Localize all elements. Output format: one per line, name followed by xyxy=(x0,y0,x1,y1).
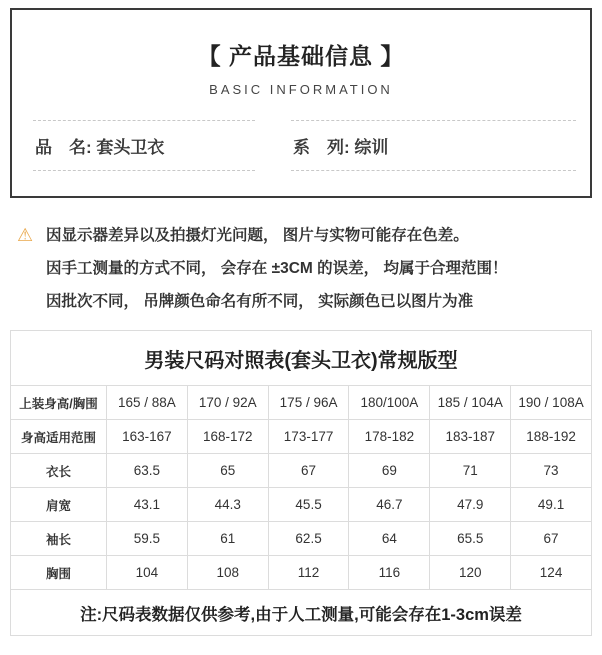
basic-info-box xyxy=(10,8,592,198)
table-row-chest xyxy=(11,556,592,590)
page-subtitle: BASIC INFORMATION xyxy=(209,82,393,97)
size-cell: 69 xyxy=(349,454,430,488)
row-label: 上装身高/胸围 xyxy=(11,386,107,420)
size-cell: 185 / 104A xyxy=(430,386,511,420)
page-title: 【 产品基础信息 】 xyxy=(197,43,405,69)
size-cell: 124 xyxy=(511,556,592,590)
size-cell: 163-167 xyxy=(107,420,188,454)
size-table-note: 注:尺码表数据仅供参考,由于人工测量,可能会存在1-3cm误差 xyxy=(11,590,592,636)
size-cell: 183-187 xyxy=(430,420,511,454)
table-row-height-range xyxy=(11,420,592,454)
size-cell: 180/100A xyxy=(349,386,430,420)
size-cell: 170 / 92A xyxy=(187,386,268,420)
size-cell: 168-172 xyxy=(187,420,268,454)
field-series-text: 系 列: 综训 xyxy=(293,138,389,157)
size-cell: 46.7 xyxy=(349,488,430,522)
field-series xyxy=(291,120,576,171)
size-cell: 188-192 xyxy=(511,420,592,454)
table-row-size-header xyxy=(11,386,592,420)
size-cell: 120 xyxy=(430,556,511,590)
row-label: 袖长 xyxy=(11,522,107,556)
notice-section xyxy=(17,219,592,318)
warning-triangle-icon: ⚠ xyxy=(17,225,34,245)
table-row-sleeve-length xyxy=(11,522,592,556)
field-row xyxy=(33,120,576,171)
size-table-title-row xyxy=(11,331,592,386)
size-cell: 112 xyxy=(268,556,349,590)
size-cell: 108 xyxy=(187,556,268,590)
size-table-note-row xyxy=(11,590,592,636)
size-cell: 67 xyxy=(268,454,349,488)
size-cell: 44.3 xyxy=(187,488,268,522)
size-cell: 65.5 xyxy=(430,522,511,556)
size-cell: 64 xyxy=(349,522,430,556)
size-cell: 178-182 xyxy=(349,420,430,454)
size-cell: 65 xyxy=(187,454,268,488)
size-cell: 45.5 xyxy=(268,488,349,522)
size-cell: 104 xyxy=(107,556,188,590)
notice-line-color-difference: 因显示器差异以及拍摄灯光问题， 图片与实物可能存在色差。 xyxy=(46,227,469,244)
size-cell: 61 xyxy=(187,522,268,556)
size-cell: 71 xyxy=(430,454,511,488)
size-cell: 173-177 xyxy=(268,420,349,454)
notice-line-batch-difference: 因批次不同， 吊牌颜色命名有所不同， 实际颜色已以图片为准 xyxy=(46,293,474,310)
size-table-title: 男装尺码对照表(套头卫衣)常规版型 xyxy=(11,331,592,386)
size-cell: 47.9 xyxy=(430,488,511,522)
size-cell: 73 xyxy=(511,454,592,488)
size-cell: 67 xyxy=(511,522,592,556)
size-cell: 62.5 xyxy=(268,522,349,556)
table-row-shoulder-width xyxy=(11,488,592,522)
row-label: 身高适用范围 xyxy=(11,420,107,454)
row-label: 衣长 xyxy=(11,454,107,488)
row-label: 胸围 xyxy=(11,556,107,590)
size-cell: 190 / 108A xyxy=(511,386,592,420)
row-label: 肩宽 xyxy=(11,488,107,522)
field-product-name-text: 品 名: 套头卫衣 xyxy=(35,138,165,157)
size-cell: 175 / 96A xyxy=(268,386,349,420)
size-cell: 49.1 xyxy=(511,488,592,522)
size-table xyxy=(10,330,592,636)
size-cell: 63.5 xyxy=(107,454,188,488)
size-cell: 59.5 xyxy=(107,522,188,556)
size-cell: 116 xyxy=(349,556,430,590)
notice-line-measurement-error: 因手工测量的方式不同， 会存在 ±3CM 的误差， 均属于合理范围！ xyxy=(46,260,508,277)
table-row-garment-length xyxy=(11,454,592,488)
size-cell: 165 / 88A xyxy=(107,386,188,420)
field-product-name xyxy=(33,120,255,171)
size-cell: 43.1 xyxy=(107,488,188,522)
notice-lines xyxy=(46,219,507,318)
